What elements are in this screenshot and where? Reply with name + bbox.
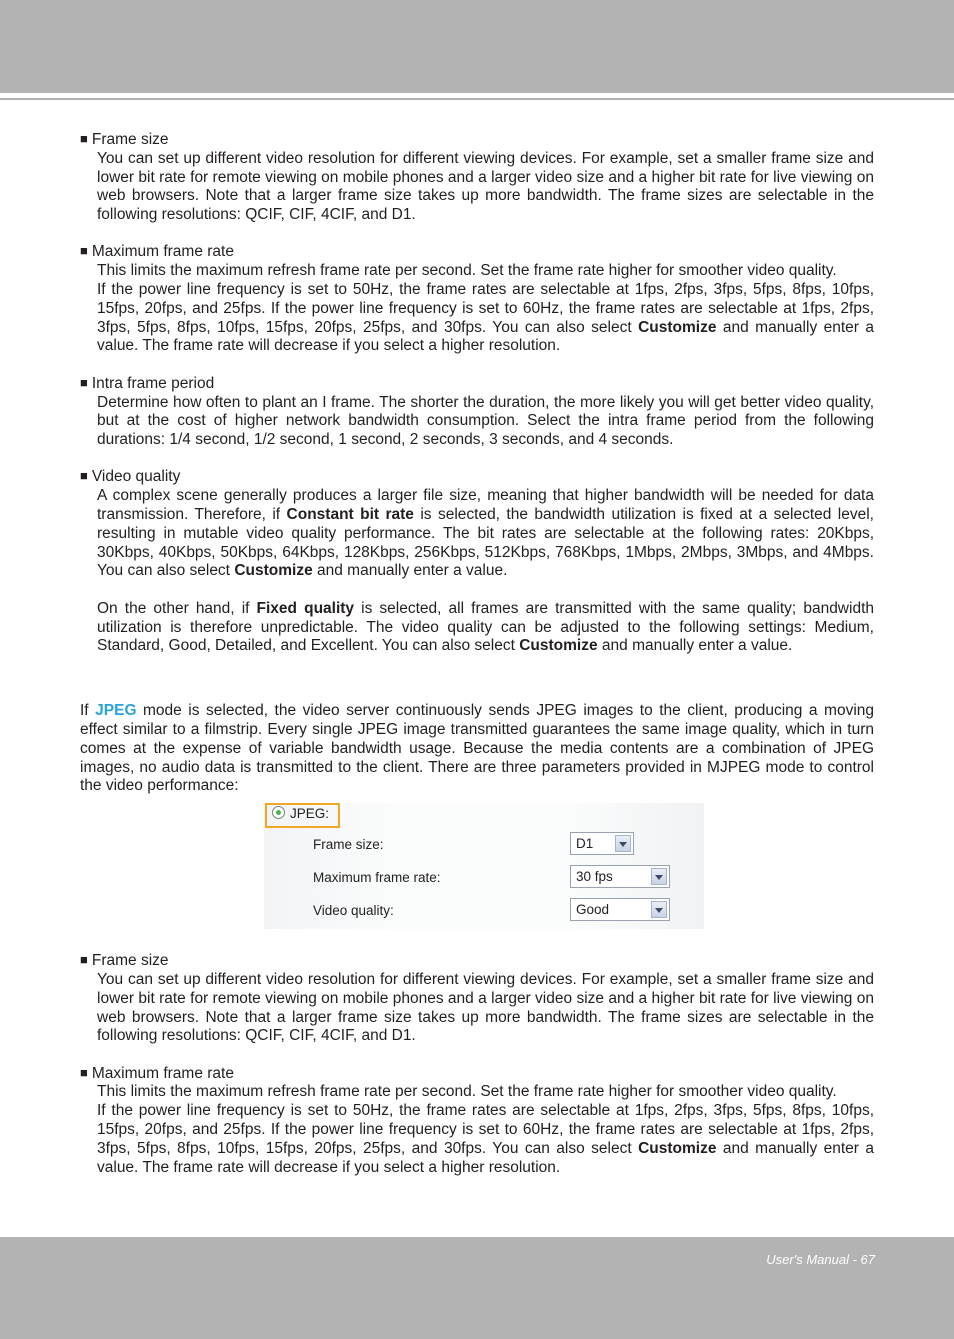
section-frame-size [80,131,874,225]
paragraph: On the other hand, if Fixed quality is selected, all frames are transmitted with the same quality; bandwidth utilization is therefore unpredictable. The video quality can be adjusted to the following settings: Medium, Standard, Good, Detailed, and Excellent. You can also select Customize and manually enter a value. [97,599,874,655]
max-frame-rate-label: Maximum frame rate: [313,870,441,886]
paragraph: You can set up different video resolution for different viewing devices. For example, set a smaller frame size and lower bit rate for remote viewing on mobile phones and a larger video size and a higher bit rate for live viewing on web browsers. Note that a larger frame size takes up more bandwidth. The frame sizes are selectable in the following resolutions: QCIF, CIF, 4CIF, and D1. [97,971,874,1045]
page-number: User's Manual - 67 [766,1252,875,1267]
video-quality-label: Video quality: [313,903,394,919]
section-heading: Frame size [91,131,169,148]
frame-size-label: Frame size: [313,837,384,853]
jpeg-intro-paragraph: If JPEG mode is selected, the video server continuously sends JPEG images to the client, producing a moving effect similar to a filmstrip. Every single JPEG image transmitted guarantees the same image quality, which in turn comes at the expense of variable bandwidth usage. Because the media contents are a combination of JPEG images, no audio data is transmitted to the client. There are three parameters provided in MJPEG mode to control the video performance: [80,702,875,795]
paragraph: If the power line frequency is set to 50Hz, the frame rates are selectable at 1fps, 2fps, 3fps, 5fps, 8fps, 10fps, 15fps, 20fps, and 25fps. If the power line frequency is set to 60Hz, the frame rates are selectable at 1fps, 2fps, 3fps, 5fps, 8fps, 10fps, 15fps, 20fps, 25fps, and 30fps. You can also select Customize and manually enter a value. The frame rate will decrease if you select a higher resolution. [97,1102,874,1176]
video-quality-value: Good [576,902,610,918]
bullet-icon: ■ [80,468,88,484]
section-heading: Intra frame period [91,374,215,392]
section-heading: Frame size [91,952,169,970]
section-intra-frame-period [80,375,874,450]
page-content [80,131,874,1196]
jpeg-settings-panel [264,803,704,929]
section-heading: Maximum frame rate [91,1064,234,1082]
bold-term: Customize [234,562,313,580]
bold-term: Fixed quality [256,599,355,617]
frame-size-select[interactable] [570,832,634,855]
max-frame-rate-value: 30 fps [576,869,613,885]
jpeg-highlight: JPEG [95,702,137,720]
chevron-down-icon [615,835,631,852]
bold-term: Customize [638,1139,717,1157]
header-rule [0,98,954,100]
section-max-frame-rate-jpeg [80,1065,874,1178]
header-band [0,0,954,93]
jpeg-radio-label: JPEG: [290,806,330,822]
section-max-frame-rate [80,243,874,356]
max-frame-rate-select[interactable] [570,865,670,888]
bold-term: Customize [519,637,598,655]
paragraph: This limits the maximum refresh frame rate per second. Set the frame rate higher for smoother video quality. [97,1083,837,1101]
paragraph: If the power line frequency is set to 50Hz, the frame rates are selectable at 1fps, 2fps, 3fps, 5fps, 8fps, 10fps, 15fps, 20fps, and 25fps. If the power line frequency is set to 60Hz, the frame rates are selectable at 1fps, 2fps, 3fps, 5fps, 8fps, 10fps, 15fps, 20fps, 25fps, and 30fps. You can also select Customize and manually enter a value. The frame rate will decrease if you select a higher resolution. [97,281,874,355]
bold-term: Constant bit rate [286,506,414,524]
paragraph: Determine how often to plant an I frame. The shorter the duration, the more likely you will get better video quality, but at the cost of higher network bandwidth consumption. Select the intra frame period from the following durations: 1/4 second, 1/2 second, 1 second, 2 seconds, 3 seconds, and 4 seconds. [97,393,874,449]
bullet-icon: ■ [80,131,88,146]
paragraph: This limits the maximum refresh frame rate per second. Set the frame rate higher for smoother video quality. [97,262,837,280]
bold-term: Customize [638,318,717,336]
bullet-icon: ■ [80,243,88,259]
chevron-down-icon [651,868,667,885]
section-video-quality [80,468,874,656]
bullet-icon: ■ [80,374,88,390]
paragraph: A complex scene generally produces a larger file size, meaning that higher bandwidth will be needed for data transmission. Therefore, if Constant bit rate is selected, the bandwidth utilization is fixed at a selected level, resulting in mutable video quality performance. The bit rates are selectable at the following rates: 20Kbps, 30Kbps, 40Kbps, 50Kbps, 64Kbps, 128Kbps, 256Kbps, 512Kbps, 768Kbps, 1Mbps, 2Mbps, 3Mbps, and 4Mbps. You can also select Customize and manually enter a value. [97,487,874,580]
frame-size-value: D1 [576,836,594,852]
video-quality-select[interactable] [570,898,670,921]
chevron-down-icon [651,901,667,918]
paragraph: You can set up different video resolution for different viewing devices. For example, set a smaller frame size and lower bit rate for remote viewing on mobile phones and a larger video size and a higher bit rate for live viewing on web browsers. Note that a larger frame size takes up more bandwidth. The frame sizes are selectable in the following resolutions: QCIF, CIF, 4CIF, and D1. [97,149,874,224]
section-heading: Video quality [91,468,181,486]
bullet-icon: ■ [80,952,88,968]
section-heading: Maximum frame rate [91,243,234,261]
bullet-icon: ■ [80,1064,88,1080]
section-frame-size-jpeg [80,952,874,1046]
